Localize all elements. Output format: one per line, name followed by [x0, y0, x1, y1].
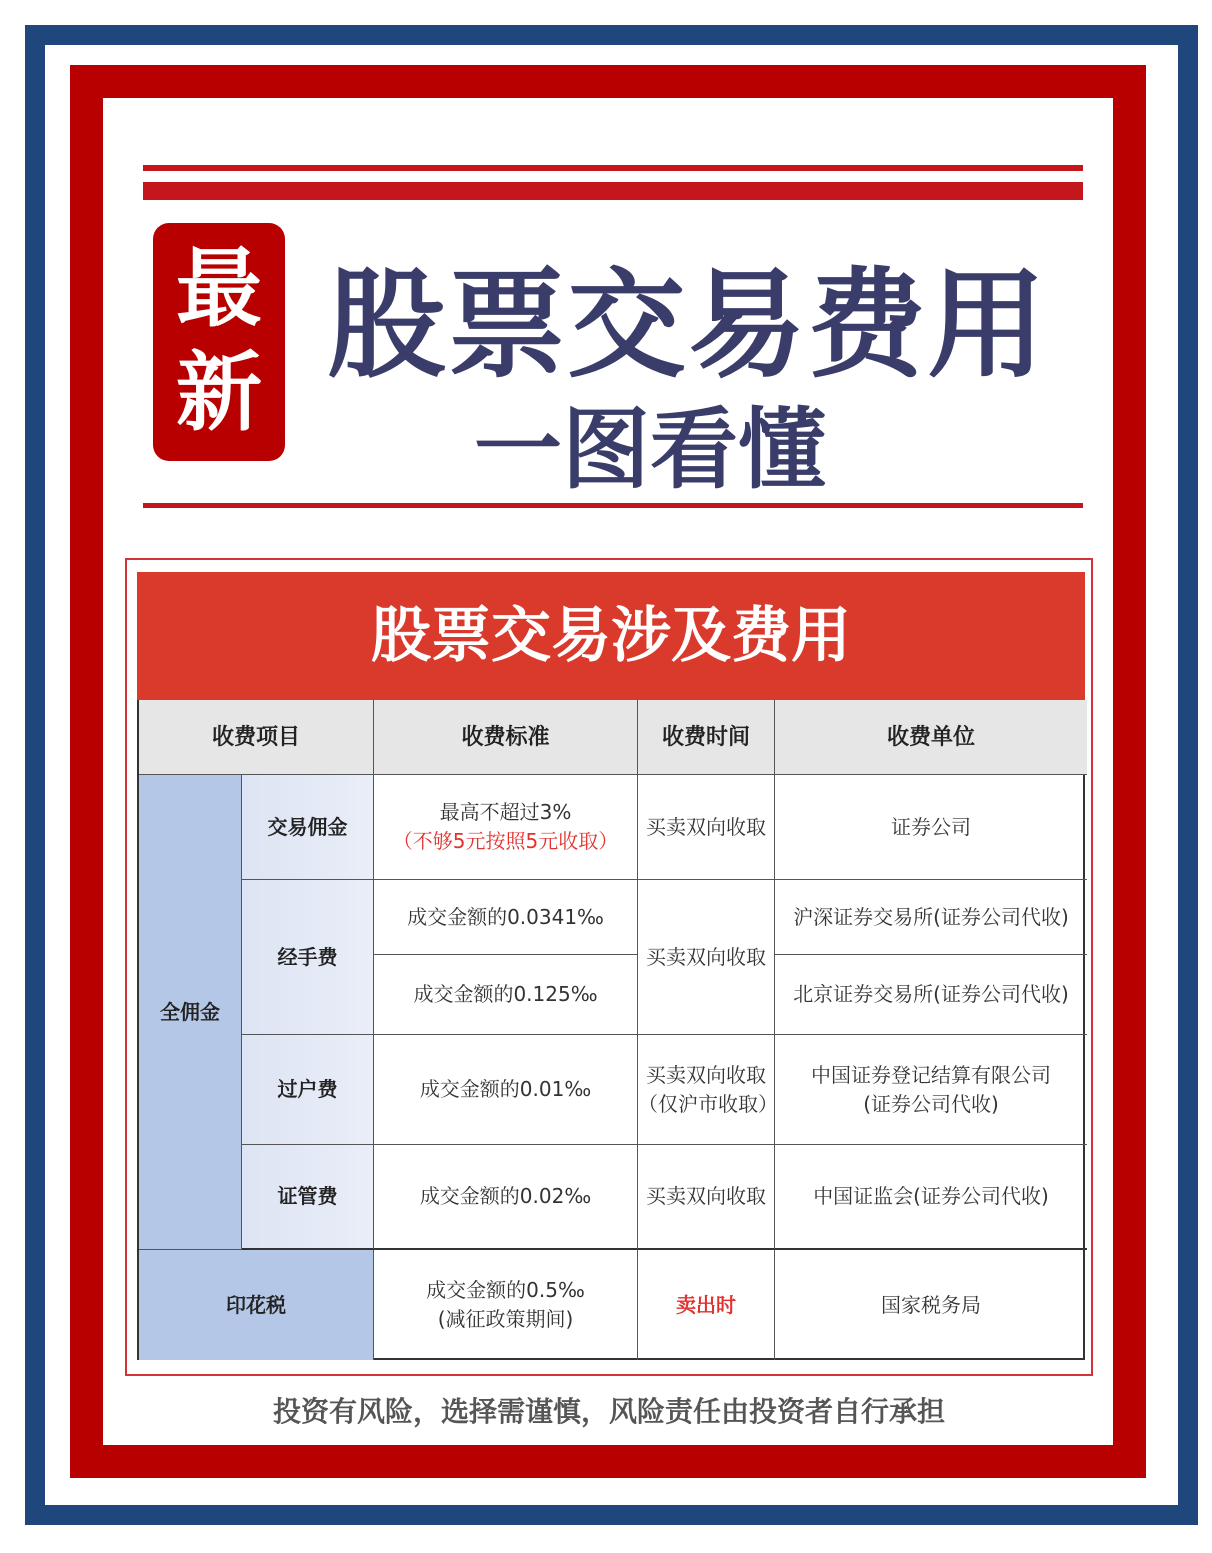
- unit-cell: 证券公司: [775, 775, 1087, 880]
- time-cell: 买卖双向收取: [638, 1145, 775, 1250]
- risk-disclaimer: 投资有风险，选择需谨慎，风险责任由投资者自行承担: [272, 1395, 945, 1428]
- page-title: 股票交易费用: [327, 256, 1048, 394]
- time-cell: 卖出时: [638, 1250, 775, 1360]
- standard-cell: 成交金额的0.125‰: [374, 955, 638, 1035]
- standard-cell: 成交金额的0.01‰: [374, 1035, 638, 1145]
- time-cell: [638, 1035, 778, 1145]
- top-thin-rule: [143, 165, 1083, 171]
- standard-note: （不够5元按照5元收取）: [392, 829, 619, 853]
- standard-cell: [374, 1250, 638, 1360]
- unit-cell: 国家税务局: [881, 1292, 981, 1317]
- page-subtitle: 一图看懂: [473, 398, 826, 501]
- item-stamp-duty: 印花税: [139, 1250, 374, 1360]
- table-cell: [374, 775, 638, 880]
- latest-badge: [153, 223, 285, 461]
- header-time: 收费时间: [638, 700, 775, 775]
- unit-cell: 中国证监会(证券公司代收): [775, 1145, 1087, 1250]
- item-handling-fee: 经手费: [242, 880, 374, 1035]
- unit-note: (证券公司代收): [863, 1091, 999, 1116]
- time-cell: 买卖双向收取: [638, 775, 775, 880]
- time-note: （仅沪市收取）: [638, 1091, 778, 1116]
- unit-cell: 沪深证券交易所(证券公司代收): [775, 880, 1087, 955]
- item-regulatory-fee: 证管费: [242, 1145, 374, 1250]
- group-full-commission: 全佣金: [139, 775, 242, 1250]
- standard-cell: 成交金额的0.0341‰: [374, 880, 638, 955]
- standard-cell: 成交金额的0.02‰: [374, 1145, 638, 1250]
- time-cell: 买卖双向收取: [638, 880, 775, 1035]
- badge-char-2: 新: [176, 343, 262, 443]
- fee-table: [137, 700, 1085, 1360]
- title-bottom-rule: [143, 503, 1083, 508]
- standard-text: 成交金额的0.5‰: [426, 1278, 585, 1302]
- time-text: 买卖双向收取: [646, 1062, 766, 1087]
- header-standard: 收费标准: [374, 700, 638, 775]
- unit-cell: 北京证券交易所(证券公司代收): [775, 955, 1087, 1035]
- table-title: 股票交易涉及费用: [137, 572, 1085, 700]
- unit-text: 中国证券登记结算有限公司: [811, 1062, 1051, 1087]
- header-unit: 收费单位: [775, 700, 1087, 775]
- header-item: 收费项目: [139, 700, 374, 775]
- badge-char-1: 最: [176, 239, 262, 339]
- standard-text: 最高不超过3%: [439, 800, 572, 824]
- item-transfer-fee: 过户费: [242, 1035, 374, 1145]
- unit-cell: [775, 1035, 1087, 1145]
- standard-note: (减征政策期间): [437, 1307, 574, 1331]
- item-commission: 交易佣金: [242, 775, 374, 880]
- top-thick-rule: [143, 182, 1083, 200]
